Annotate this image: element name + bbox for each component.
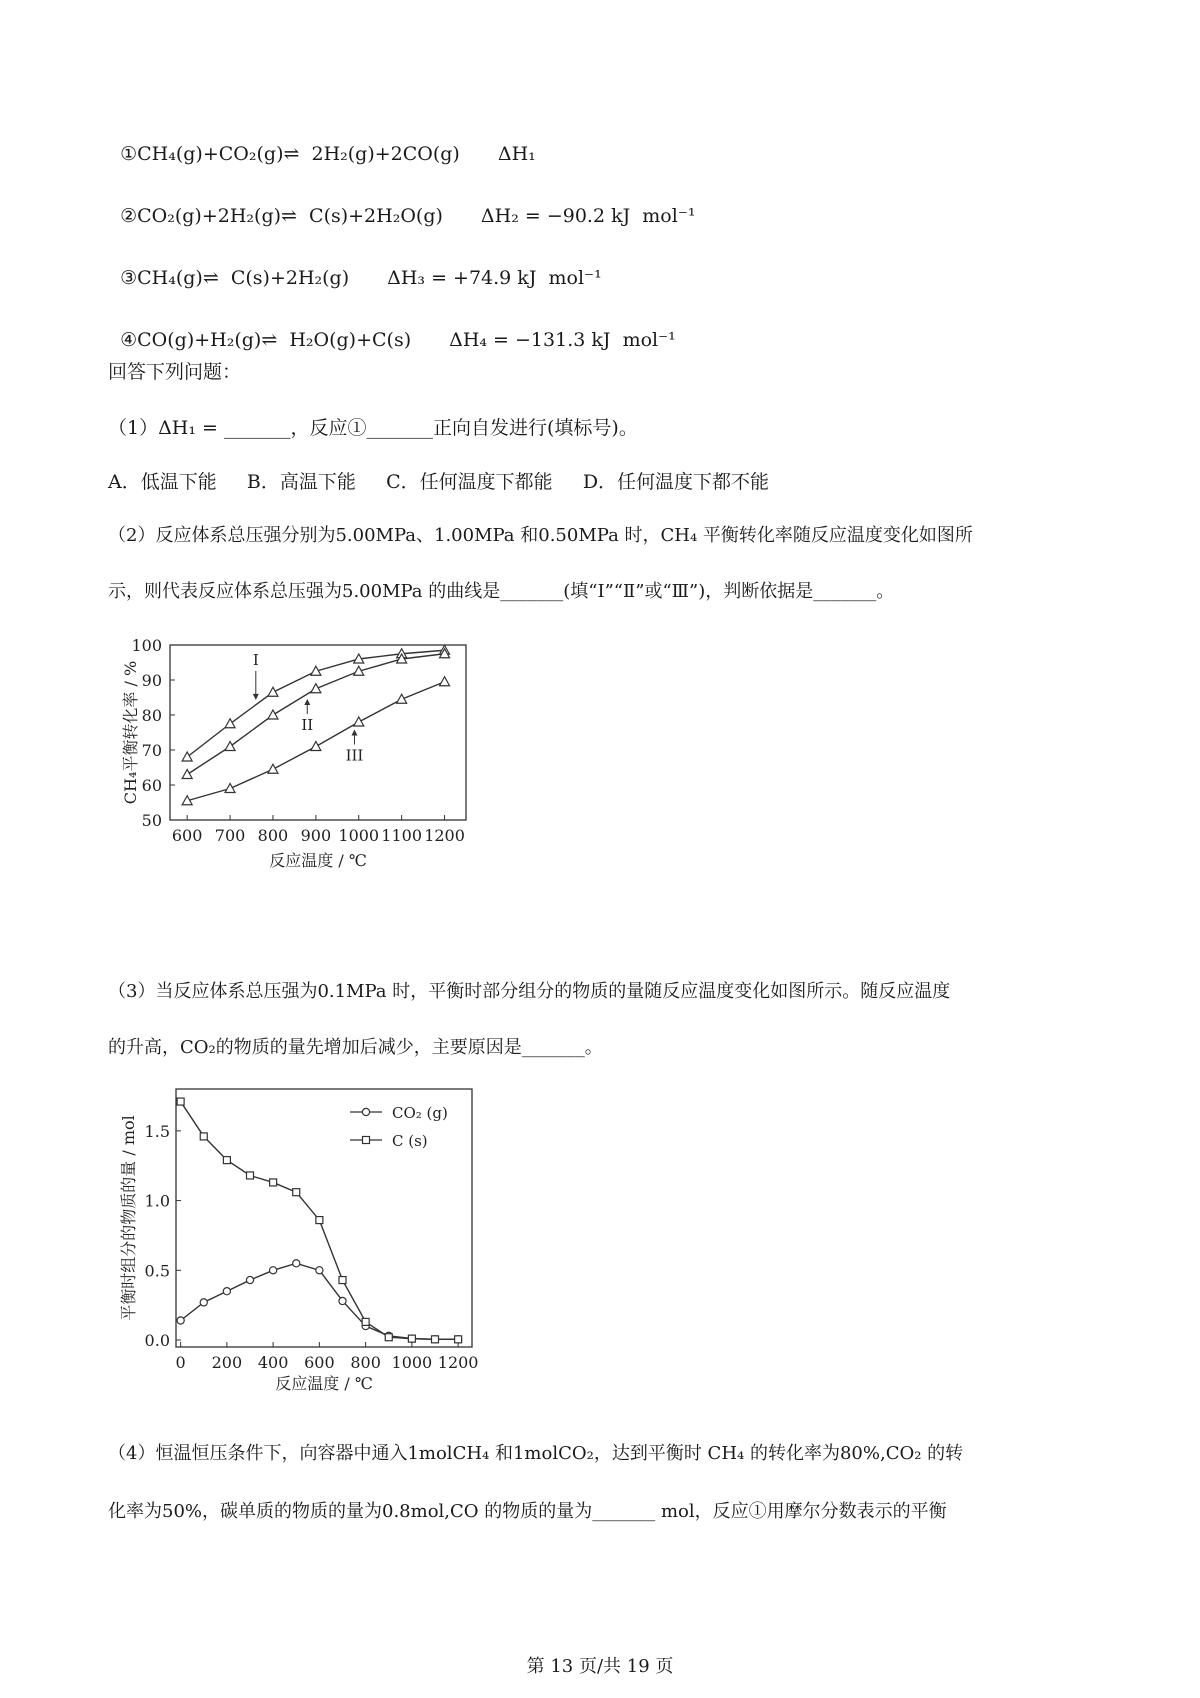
intro-text: 回答下列问题： <box>108 361 242 383</box>
x-axis-label: 反应温度 / ℃ <box>269 851 367 870</box>
equation-1-dh: ΔH₁ <box>497 143 536 165</box>
x-tick-label-6: 1200 <box>424 826 465 845</box>
question-4-line-1: （4）恒温恒压条件下，向容器中通入1molCH₄ 和1molCO₂，达到平衡时 CH₄ 的转化率为80%,CO₂ 的转 <box>108 1443 964 1464</box>
equation-1-reaction: ①CH₄(g)+CO₂(g)⇌ 2H₂(g)+2CO(g) <box>120 143 460 165</box>
question-2-line-1: （2）反应体系总压强分别为5.00MPa、1.00MPa 和0.50MPa 时，CH₄ 平衡转化率随反应温度变化如图所 <box>108 525 973 546</box>
y-tick-label-1: 60 <box>141 776 162 795</box>
y-tick-label-0: 0.0 <box>144 1331 170 1351</box>
point-1-800 <box>362 1318 369 1325</box>
x-tick-label-6: 1200 <box>437 1353 479 1372</box>
y-tick-label-3: 80 <box>141 706 162 725</box>
equation-3-dh: ΔH₃ = +74.9 kJ mol⁻¹ <box>387 267 602 289</box>
point-III-900 <box>311 742 321 751</box>
x-tick-label-0: 600 <box>171 826 203 845</box>
x-tick-label-1: 700 <box>214 826 246 845</box>
arrowhead-I <box>253 694 259 700</box>
y-tick-label-2: 70 <box>141 741 162 760</box>
point-0-300 <box>246 1276 253 1283</box>
legend-label-1: C (s) <box>392 1132 428 1150</box>
y-tick-label-1: 0.5 <box>144 1261 170 1281</box>
equation-2-reaction: ②CO₂(g)+2H₂(g)⇌ C(s)+2H₂O(g) <box>120 205 443 227</box>
question-3-line-2: 的升高，CO₂的物质的量先增加后减少，主要原因是_______。 <box>108 1037 603 1058</box>
point-II-800 <box>268 710 278 719</box>
y-tick-label-3: 1.5 <box>144 1121 170 1141</box>
point-I-700 <box>225 719 235 728</box>
point-1-400 <box>270 1179 277 1186</box>
point-1-300 <box>247 1172 254 1179</box>
point-0-500 <box>293 1260 300 1267</box>
curve-label-I: I <box>252 650 259 669</box>
point-1-0 <box>177 1098 184 1105</box>
x-tick-label-4: 800 <box>350 1353 381 1372</box>
page-footer: 第 13 页/共 19 页 <box>526 1656 674 1677</box>
point-1-500 <box>293 1189 300 1196</box>
point-1-700 <box>339 1277 346 1284</box>
equation-2-dh: ΔH₂ = −90.2 kJ mol⁻¹ <box>480 205 696 227</box>
plot-frame <box>176 1089 472 1347</box>
point-1-200 <box>223 1157 230 1164</box>
legend-marker-1 <box>363 1137 370 1144</box>
point-0-600 <box>316 1267 323 1274</box>
point-1-600 <box>316 1217 323 1224</box>
point-III-1200 <box>440 677 450 686</box>
equation-3-reaction: ③CH₄(g)⇌ C(s)+2H₂(g) <box>120 267 350 289</box>
y-tick-label-2: 1.0 <box>144 1191 170 1211</box>
x-tick-label-2: 400 <box>257 1353 289 1372</box>
point-0-400 <box>270 1267 277 1274</box>
question-2-line-2: 示，则代表反应体系总压强为5.00MPa 的曲线是_______(填“Ⅰ”“Ⅱ”或“Ⅲ”)，判断依据是_______。 <box>108 581 895 602</box>
point-III-800 <box>268 764 278 773</box>
chart-component-amount-svg <box>120 1084 540 1404</box>
x-tick-label-1: 200 <box>211 1353 243 1372</box>
x-axis-label: 反应温度 / ℃ <box>275 1374 373 1393</box>
equation-2 <box>108 174 695 230</box>
point-II-900 <box>311 684 321 693</box>
curve-label-II: II <box>301 716 314 734</box>
equation-4-dh: ΔH₄ = −131.3 kJ mol⁻¹ <box>449 329 676 351</box>
point-II-600 <box>182 770 192 779</box>
x-tick-label-5: 1100 <box>381 826 423 845</box>
arrowhead-II <box>304 699 310 705</box>
x-tick-label-0: 0 <box>175 1353 186 1372</box>
point-0-100 <box>200 1299 207 1306</box>
arrowhead-III <box>351 729 357 735</box>
chart-component-amount <box>120 1084 540 1408</box>
question-3-line-1: （3）当反应体系总压强为0.1MPa 时，平衡时部分组分的物质的量随反应温度变化如图所示。随反应温度 <box>108 981 951 1002</box>
point-1-900 <box>385 1334 392 1341</box>
equation-1 <box>108 112 536 168</box>
chart-ch4-conversion <box>118 635 518 939</box>
point-I-800 <box>268 687 278 696</box>
y-tick-label-5: 100 <box>131 636 162 655</box>
question-1-text: （1）ΔH₁ = _______，反应①_______正向自发进行(填标号)。 <box>108 417 638 439</box>
equation-3 <box>108 236 602 292</box>
x-tick-label-2: 800 <box>257 826 289 845</box>
point-1-1000 <box>408 1335 415 1342</box>
point-1-1100 <box>432 1336 439 1343</box>
point-0-200 <box>223 1288 230 1295</box>
point-1-100 <box>200 1133 207 1140</box>
chart-ch4-conversion-svg <box>118 635 518 935</box>
x-tick-label-3: 900 <box>300 826 332 845</box>
legend-marker-0 <box>362 1108 369 1115</box>
x-tick-label-4: 1000 <box>338 826 380 845</box>
point-III-1000 <box>354 717 364 726</box>
point-III-700 <box>225 784 235 793</box>
point-0-0 <box>177 1317 184 1324</box>
y-axis-label: CH₄平衡转化率 / % <box>121 660 140 805</box>
point-III-1100 <box>397 694 407 703</box>
y-tick-label-0: 50 <box>141 811 162 830</box>
equation-4-reaction: ④CO(g)+H₂(g)⇌ H₂O(g)+C(s) <box>120 329 412 351</box>
point-0-700 <box>339 1297 346 1304</box>
legend-label-0: CO₂ (g) <box>392 1104 448 1122</box>
curve-label-III: III <box>345 746 364 765</box>
y-tick-label-4: 90 <box>141 671 162 690</box>
equation-4 <box>108 298 676 354</box>
question-4-line-2: 化率为50%，碳单质的物质的量为0.8mol,CO 的物质的量为_______ mol，反应①用摩尔分数表示的平衡 <box>108 1501 947 1522</box>
x-tick-label-5: 1000 <box>391 1353 433 1372</box>
series-line-0 <box>181 1263 459 1339</box>
y-axis-label: 平衡时组分的物质的量 / mol <box>120 1115 138 1321</box>
point-1-1200 <box>455 1336 462 1343</box>
point-I-600 <box>182 752 192 761</box>
question-1-options: A．低温下能 B．高温下能 C．任何温度下都能 D．任何温度下都不能 <box>108 471 770 493</box>
x-tick-label-3: 600 <box>304 1353 335 1372</box>
point-II-700 <box>225 742 235 751</box>
